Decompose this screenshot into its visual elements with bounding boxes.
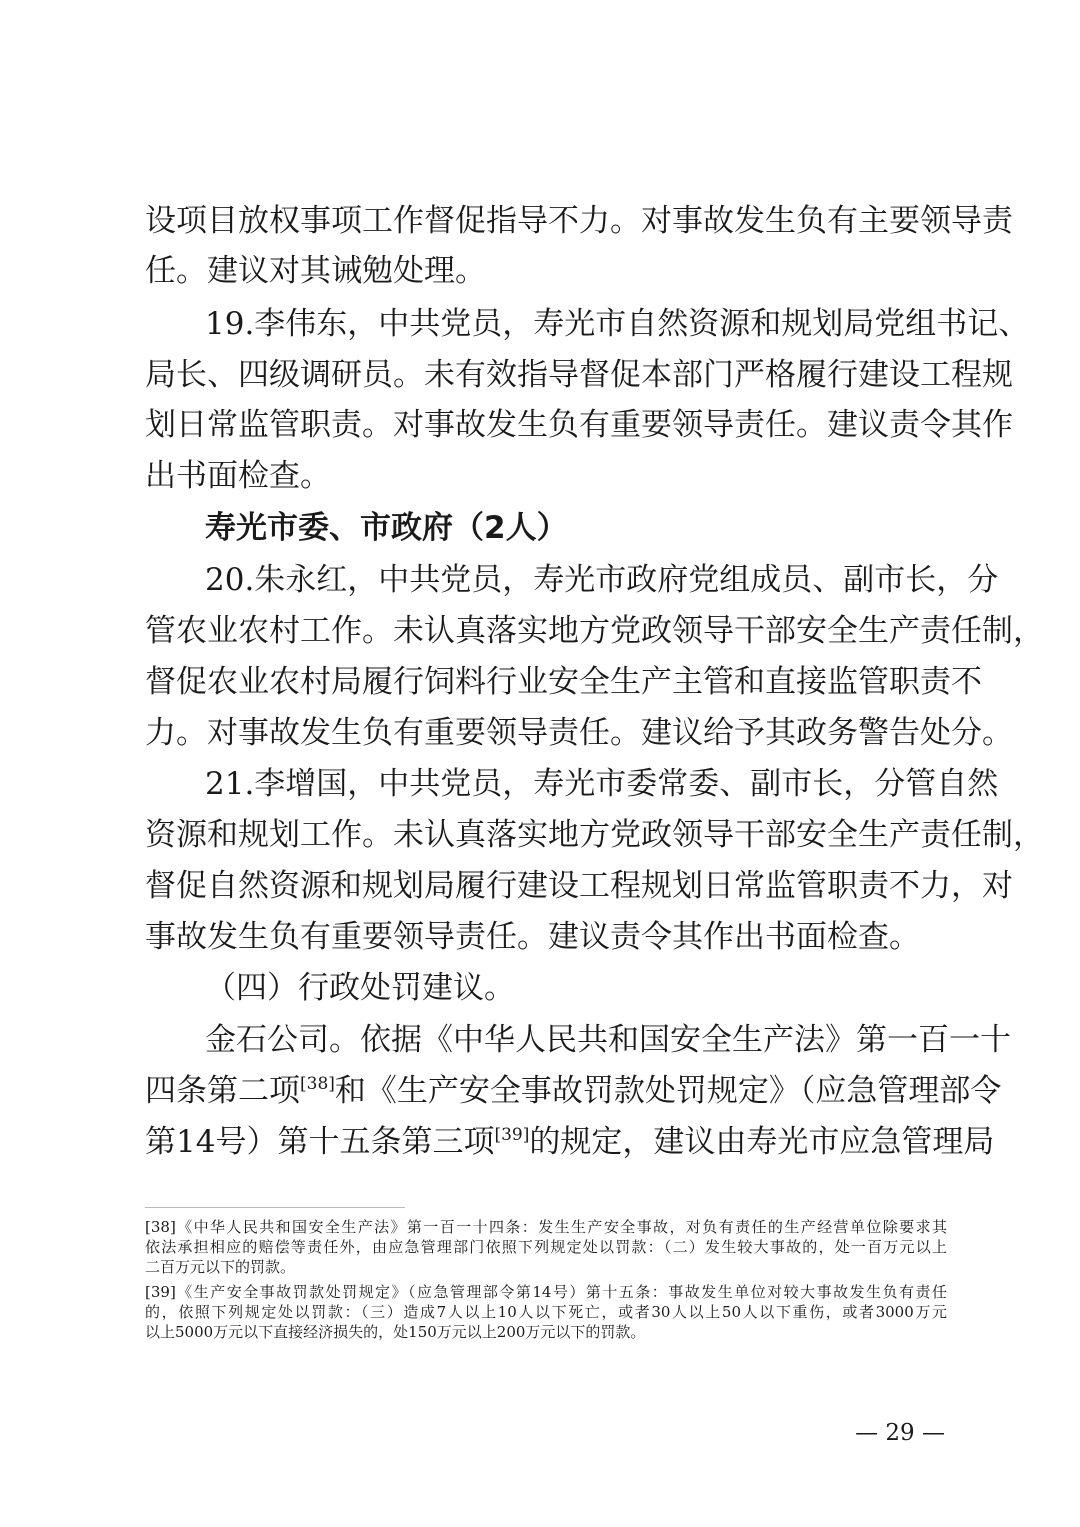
paragraph-line: 资源和规划工作。未认真落实地方党政领导干部安全生产责任制， xyxy=(145,817,1044,853)
text-run: 第14号）第十五条第三项 xyxy=(145,1124,495,1160)
footnote-ref-39[interactable]: [39] xyxy=(494,1125,530,1145)
footnote-38-line: [38]《中华人民共和国安全生产法》第一百一十四条：发生生产安全事故，对负有责任的生产经营单位除要求其 xyxy=(145,1218,947,1236)
text-run: 和《生产安全事故罚款处罚规定》（应急管理部令 xyxy=(334,1073,1002,1109)
paragraph-line: 20.朱永红，中共党员，寿光市政府党组成员、副市长，分 xyxy=(205,562,999,598)
footnote-ref-38[interactable]: [38] xyxy=(300,1074,335,1094)
footnote-divider xyxy=(145,1207,405,1208)
paragraph-line: 21.李增国，中共党员，寿光市委常委、副市长，分管自然 xyxy=(205,766,999,802)
paragraph-line xyxy=(145,1122,995,1162)
footnote-39-line: 的，依照下列规定处以罚款：（三）造成7人以上10人以下死亡，或者30人以上50人以下重伤，或者3000万元 xyxy=(145,1303,947,1321)
text-run: 四条第二项 xyxy=(145,1073,300,1109)
page-number: — 29 — xyxy=(855,1420,945,1446)
paragraph-line: 任。建议对其诫勉处理。 xyxy=(145,253,486,289)
paragraph-line: 出书面检查。 xyxy=(145,458,331,494)
paragraph-line: 19.李伟东，中共党员，寿光市自然资源和规划局党组书记、 xyxy=(205,306,1030,342)
paragraph-line: 事故发生负有重要领导责任。建议责令其作出书面检查。 xyxy=(145,919,920,955)
paragraph-line: 管农业农村工作。未认真落实地方党政领导干部安全生产责任制， xyxy=(145,613,1044,649)
footnote-39-line: [39]《生产安全事故罚款处罚规定》（应急管理部令第14号）第十五条：事故发生单位对较大事故发生负有责任 xyxy=(145,1283,947,1301)
section-subheading: （四）行政处罚建议。 xyxy=(205,970,515,1006)
section-heading: 寿光市委、市政府（2人） xyxy=(205,510,568,546)
paragraph-line xyxy=(145,1071,1002,1111)
paragraph-line: 金石公司。依据《中华人民共和国安全生产法》第一百一十 xyxy=(205,1022,1011,1058)
paragraph-line: 力。对事故发生负有重要领导责任。建议给予其政务警告处分。 xyxy=(145,715,1013,751)
footnote-38-line: 依法承担相应的赔偿等责任外，由应急管理部门依照下列规定处以罚款：（二）发生较大事故的，处一百万元以上 xyxy=(145,1238,947,1256)
text-run: 的规定，建议由寿光市应急管理局 xyxy=(529,1124,995,1160)
paragraph-line: 督促自然资源和规划局履行建设工程规划日常监管职责不力，对 xyxy=(145,868,1013,904)
footnote-39-line: 以上5000万元以下直接经济损失的，处150万元以上200万元以下的罚款。 xyxy=(145,1323,646,1341)
paragraph-line: 划日常监管职责。对事故发生负有重要领导责任。建议责令其作 xyxy=(145,407,1013,443)
paragraph-line: 局长、四级调研员。未有效指导督促本部门严格履行建设工程规 xyxy=(145,357,1013,393)
footnote-38-line: 二百万元以下的罚款。 xyxy=(145,1258,296,1276)
paragraph-line: 设项目放权事项工作督促指导不力。对事故发生负有主要领导责 xyxy=(145,203,1013,239)
paragraph-line: 督促农业农村局履行饲料行业安全生产主管和直接监管职责不 xyxy=(145,664,982,700)
